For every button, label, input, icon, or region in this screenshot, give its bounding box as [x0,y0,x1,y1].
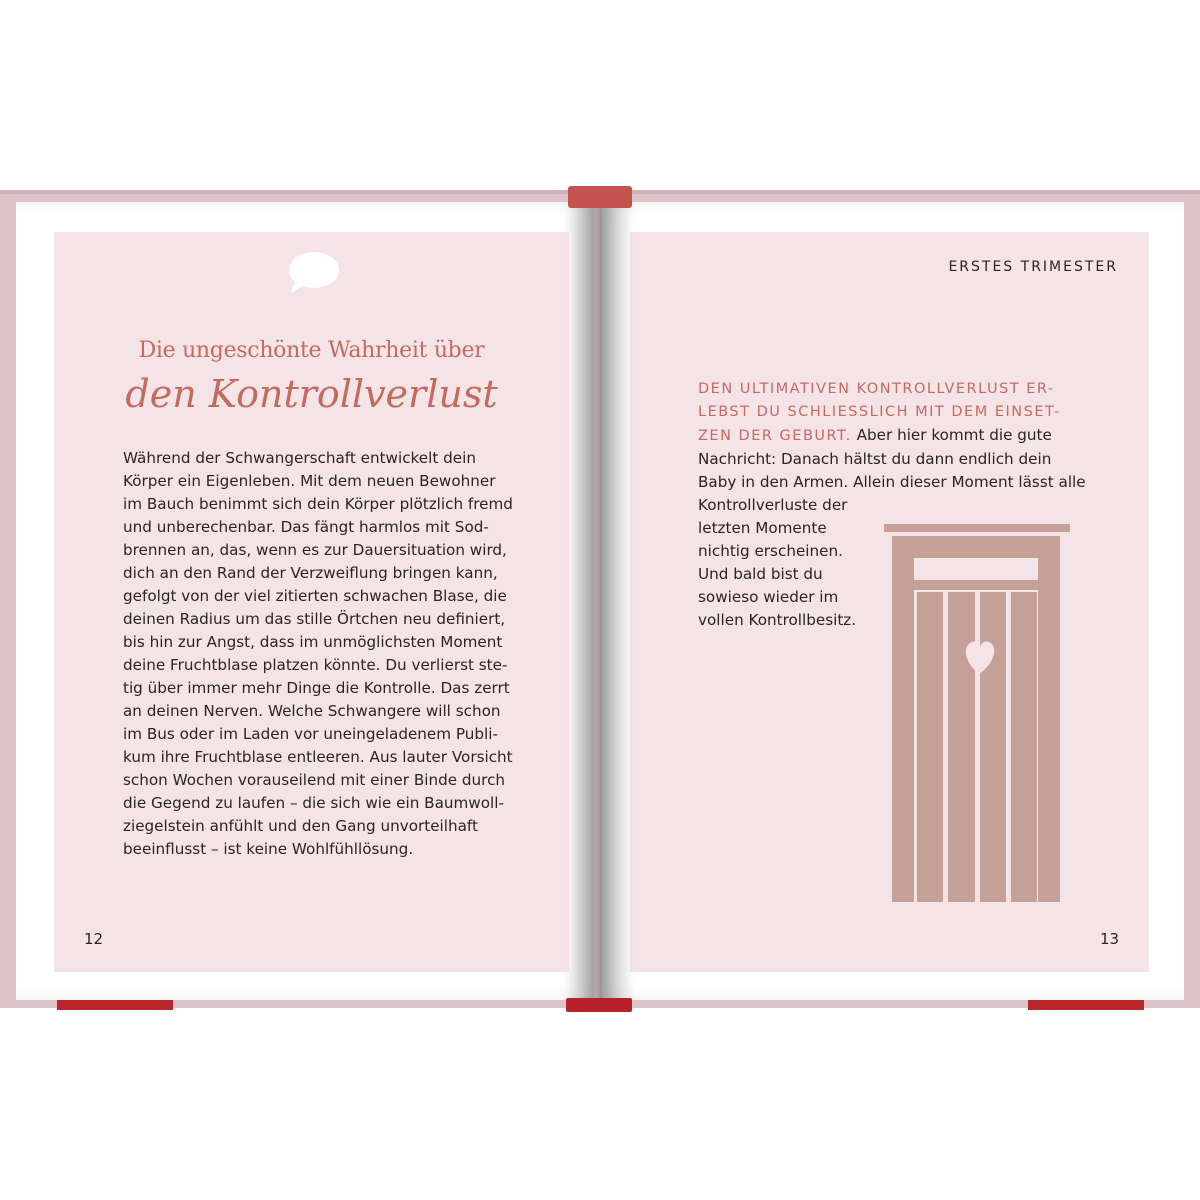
body-line: bis hin zur Angst, dass im unmöglichsten Moment [123,633,503,651]
body-line: und unberechenbar. Das fängt harmlos mit Sod- [123,518,489,536]
chapter-title-line1: Die ungeschönte Wahrheit über [138,338,485,363]
right-cover-band [1028,1000,1144,1010]
outhouse-door-illustration [884,524,1072,904]
body-line: tig über immer mehr Dinge die Kontrolle. Das zerrt [123,679,510,697]
body-line: ziegelstein anfühlt und den Gang unvorteilhaft [123,817,478,835]
speech-bubble-icon [284,250,340,298]
body-line: brennen an, das, wenn es zur Dauersituation wird, [123,541,507,559]
left-body-text [123,447,513,861]
body-line: Körper ein Eigenleben. Mit dem neuen Bewohner [123,472,496,490]
body-line: gefolgt von der viel zitierten schwachen Blase, die [123,587,507,605]
highlight-line: DEN ULTIMATIVEN KONTROLLVERLUST ER- [698,381,1055,397]
body-line: Nachricht: Danach hältst du dann endlich dein [698,450,1052,468]
body-line: dich an den Rand der Verzweiflung bringen kann, [123,564,498,582]
headband-top [568,186,632,208]
page-number-right: 13 [1100,930,1120,948]
body-line: kum ihre Fruchtblase entleeren. Aus lauter Vorsicht [123,748,513,766]
body-line: vollen Kontrollbesitz. [698,611,857,629]
book-gutter [566,202,634,1000]
body-line: deine Fruchtblase platzen könnte. Du verlierst ste- [123,656,508,674]
page-number-left: 12 [84,930,104,948]
body-line: schon Wochen vorauseilend mit einer Binde durch [123,771,506,789]
body-line: sowieso wieder im [698,588,839,606]
body-line: Baby in den Armen. Allein dieser Moment lässt alle [698,473,1086,491]
body-line: im Bauch benimmt sich dein Körper plötzlich fremd [123,495,513,513]
left-cover-band [57,1000,173,1010]
body-line: im Bus oder im Laden vor uneingeladenem Publi- [123,725,498,743]
body-line: die Gegend zu laufen – die sich wie ein Baumwoll- [123,794,504,812]
body-line: Aber hier kommt die gute [851,426,1052,444]
body-line: beeinflusst – ist keine Wohlfühllösung. [123,840,414,858]
highlight-line: LEBST DU SCHLIESSLICH MIT DEM EINSET- [698,404,1061,420]
body-line: deinen Radius um das stille Örtchen neu definiert, [123,610,506,628]
chapter-title-line2: den Kontrollverlust [125,372,498,416]
headband-bottom [566,998,632,1012]
running-header: ERSTES TRIMESTER [948,259,1118,275]
body-line: Während der Schwangerschaft entwickelt dein [123,449,476,467]
body-line: Und bald bist du [698,565,823,583]
body-line: an deinen Nerven. Welche Schwangere will schon [123,702,501,720]
body-line: nichtig erscheinen. [698,542,843,560]
highlight-line: ZEN DER GEBURT. [698,428,852,444]
body-line: letzten Momente [698,519,827,537]
body-line: Kontrollverluste der [698,496,848,514]
